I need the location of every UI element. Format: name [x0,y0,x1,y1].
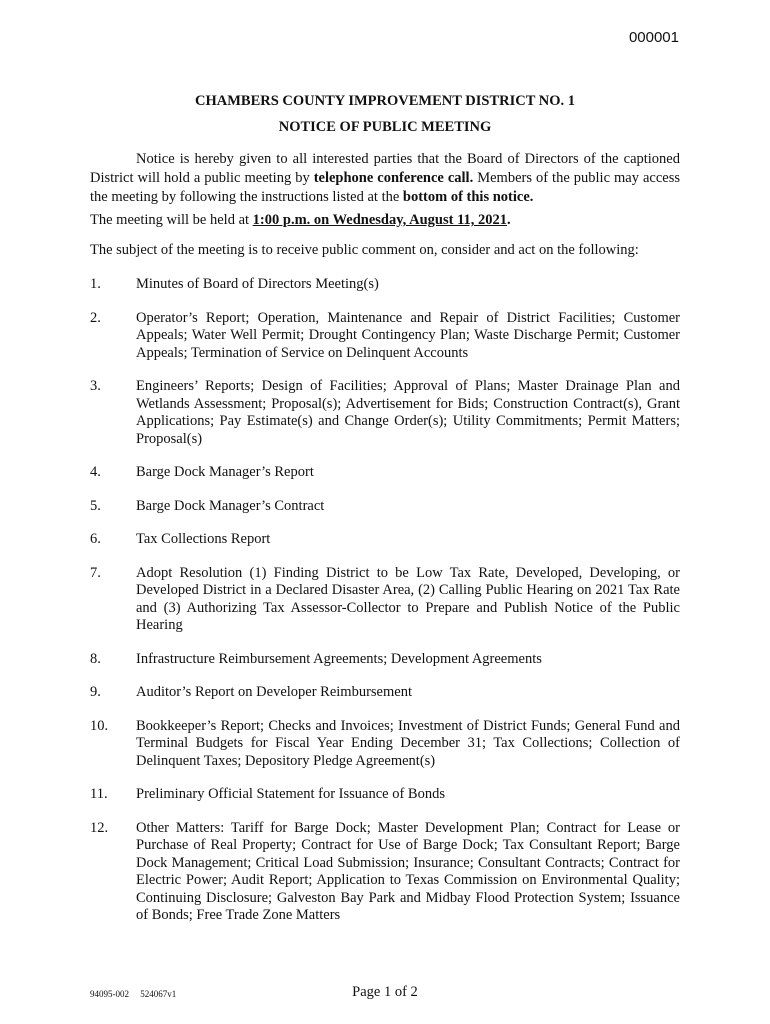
meeting-time-line [90,211,680,230]
item-number: 11. [90,786,108,802]
item-text: Bookkeeper’s Report; Checks and Invoices; Investment of District Funds; General Fund and Terminal Budgets for Fiscal Year Ending December 31; Tax Collections; Collection of Delinquent Taxes; Depository Pledge Agreement(s) [136,717,680,769]
intro-bold-2: bottom of this notice. [402,189,534,205]
item-text: Auditor’s Report on Developer Reimbursement [136,684,412,700]
item-text: Barge Dock Manager’s Contract [136,497,325,514]
agenda-item [90,464,680,482]
item-text: Infrastructure Reimbursement Agreements; Development Agreements [136,650,542,667]
item-number: 12. [90,819,109,836]
intro-paragraph [90,150,680,207]
meeting-time-suffix: . [507,212,511,228]
item-text: Other Matters: Tariff for Barge Dock; Master Development Plan; Contract for Lease or Purchase of Real Property; Contract for Use of Barge Dock; Tax Consultant Report; Barge Dock Management; Critical Load Submission; Insurance; Consultant Contracts; Contract for Electric Power; Audit Report; Application to Texas Commission on Environmental Quality; Continuing Disclosure; Galveston Bay Park and Midbay Flood Protection System; Issuance of Bonds; Free Trade Zone Matters [136,819,680,923]
agenda-item [90,684,680,702]
page-number: Page 1 of 2 [352,984,418,1000]
item-text: Barge Dock Manager’s Report [136,464,314,480]
item-number: 2. [90,309,101,326]
agenda-item [90,276,680,294]
item-number: 1. [90,276,101,292]
agenda-item [90,310,680,363]
item-text: Tax Collections Report [136,531,271,547]
item-text: Minutes of Board of Directors Meeting(s) [136,276,379,292]
agenda-item [90,531,680,549]
agenda-item [90,786,680,804]
item-number: 6. [90,531,101,547]
item-number: 7. [90,564,101,581]
agenda-item [90,565,680,635]
item-text: Operator’s Report; Operation, Maintenance and Repair of District Facilities; Customer Appeals; Water Well Permit; Drought Contingency Plan; Waste Discharge Permit; Customer Appeals; Termination of Service on Delinquent Accounts [136,309,680,361]
document-subtitle: NOTICE OF PUBLIC MEETING [278,119,492,135]
document-number: 000001 [628,29,679,46]
intro-text-2: Members of the public may access the meeting by following the instructions listed at the [90,170,680,205]
item-text: Adopt Resolution (1) Finding District to be Low Tax Rate, Developed, Developing, or Developed District in a Declared Disaster Area, (2) Calling Public Hearing on 2021 Tax Rate and (3) Authorizing Tax Assessor-Collector to Prepare and Publish Notice of the Public Hearing [136,564,680,633]
footer-doc-code: 94095-002 524067v1 [90,989,177,999]
item-text: Preliminary Official Statement for Issuance of Bonds [136,786,445,802]
item-number: 9. [90,684,101,700]
agenda-item [90,651,680,669]
intro-text-1: Notice is hereby given to all interested parties that the Board of Directors of the captioned District will hold a public meeting by [90,151,680,186]
item-number: 10. [90,717,109,734]
agenda-list [90,276,680,941]
agenda-item [90,820,680,925]
agenda-item [90,498,680,516]
subject-line: The subject of the meeting is to receive public comment on, consider and act on the following: [90,242,639,258]
item-number: 4. [90,464,101,480]
item-number: 3. [90,378,101,394]
item-number: 8. [90,650,101,667]
agenda-item [90,718,680,771]
item-number: 5. [90,497,101,514]
agenda-item [90,378,680,448]
item-text: Engineers’ Reports; Design of Facilities; Approval of Plans; Master Drainage Plan and Wetlands Assessment; Proposal(s); Advertisement for Bids; Construction Contract(s), Grant Applications; Pay Estimate(s) and Change Order(s); Utility Commitments; Permit Matters; Proposal(s) [136,378,680,447]
document-title: CHAMBERS COUNTY IMPROVEMENT DISTRICT NO. 1 [195,93,575,109]
intro-bold-1: telephone conference call. [313,170,474,186]
meeting-time-prefix: The meeting will be held at [90,212,253,228]
meeting-time: 1:00 p.m. on Wednesday, August 11, 2021 [252,212,508,228]
